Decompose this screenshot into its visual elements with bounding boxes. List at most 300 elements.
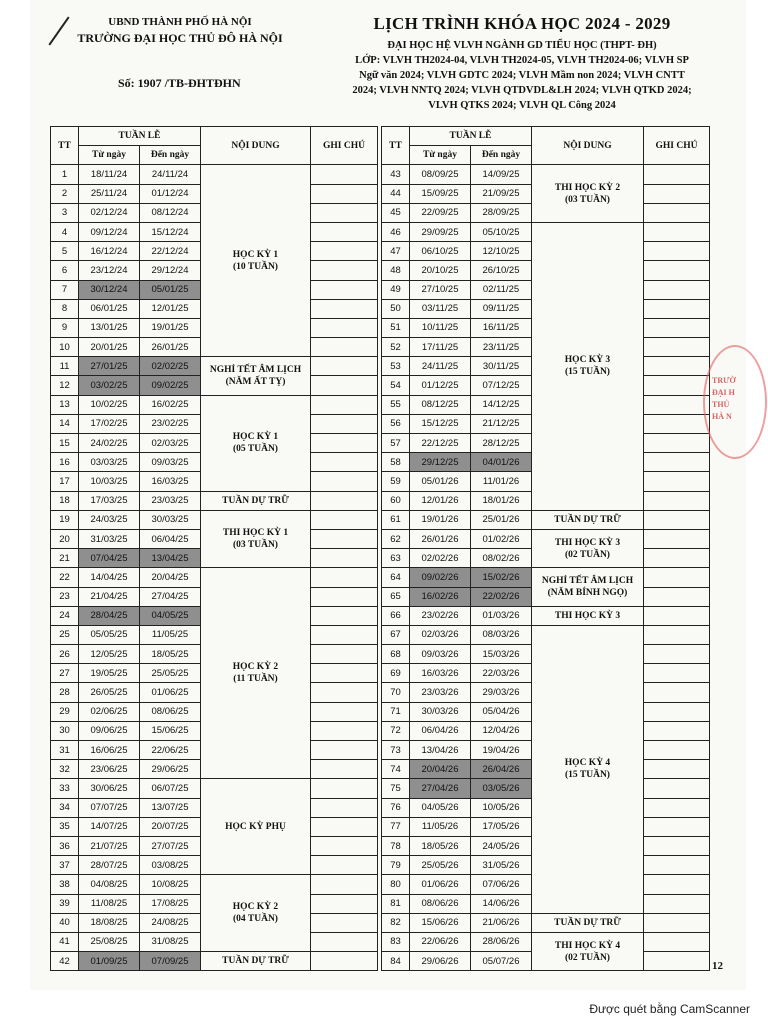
header-note: GHI CHÚ: [644, 127, 710, 165]
note-cell: [311, 779, 378, 798]
content-text-line: HỌC KỲ 1: [232, 249, 279, 260]
content-text-line: HỌC KỲ PHỤ: [225, 821, 286, 832]
note-cell: [311, 568, 378, 587]
week-number-cell: 16: [51, 453, 79, 472]
content-text-line: (10 TUẦN): [233, 261, 278, 272]
from-date-cell: 29/06/26: [410, 952, 471, 971]
week-number-cell: 63: [382, 549, 410, 568]
to-date-cell: 15/03/26: [471, 645, 532, 664]
week-number-cell: 54: [382, 376, 410, 395]
to-date-cell: 29/06/25: [140, 760, 201, 779]
content-cell: [532, 625, 644, 913]
stamp-lettering: [712, 375, 736, 423]
to-date-cell: 02/11/25: [471, 280, 532, 299]
content-cell: [201, 491, 311, 510]
to-date-cell: 03/05/26: [471, 779, 532, 798]
from-date-cell: 25/05/26: [410, 856, 471, 875]
from-date-cell: 15/12/25: [410, 414, 471, 433]
to-date-cell: 16/02/25: [140, 395, 201, 414]
note-cell: [644, 434, 710, 453]
to-date-cell: 28/09/25: [471, 203, 532, 222]
content-text-line: (03 TUẦN): [565, 194, 610, 205]
to-date-cell: 02/03/25: [140, 434, 201, 453]
content-text-line: THI HỌC KỲ 4: [554, 940, 621, 951]
week-number-cell: 22: [51, 568, 79, 587]
content-text-line: THI HỌC KỲ 2: [554, 182, 621, 193]
table-row: [51, 510, 378, 529]
content-text-line: (02 TUẦN): [565, 952, 610, 963]
to-date-cell: 24/05/26: [471, 836, 532, 855]
to-date-cell: 16/03/25: [140, 472, 201, 491]
note-cell: [644, 414, 710, 433]
note-cell: [644, 395, 710, 414]
to-date-cell: 22/02/26: [471, 587, 532, 606]
note-cell: [311, 587, 378, 606]
week-number-cell: 62: [382, 529, 410, 548]
from-date-cell: 26/01/26: [410, 529, 471, 548]
content-text-line: (02 TUẦN): [565, 549, 610, 560]
from-date-cell: 15/09/25: [410, 184, 471, 203]
week-number-cell: 27: [51, 664, 79, 683]
from-date-cell: 02/06/25: [79, 702, 140, 721]
week-number-cell: 25: [51, 625, 79, 644]
note-cell: [311, 606, 378, 625]
note-cell: [644, 606, 710, 625]
week-number-cell: 13: [51, 395, 79, 414]
from-date-cell: 06/04/26: [410, 721, 471, 740]
content-cell: [201, 357, 311, 395]
week-number-cell: 65: [382, 587, 410, 606]
from-date-cell: 11/08/25: [79, 894, 140, 913]
note-cell: [644, 510, 710, 529]
table-row: [51, 568, 378, 587]
schedule-body-right: [382, 165, 710, 971]
week-number-cell: 66: [382, 606, 410, 625]
from-date-cell: 27/04/26: [410, 779, 471, 798]
content-text-line: (15 TUẦN): [565, 770, 610, 781]
week-number-cell: 15: [51, 434, 79, 453]
to-date-cell: 19/01/25: [140, 318, 201, 337]
from-date-cell: 08/09/25: [410, 165, 471, 184]
note-cell: [311, 702, 378, 721]
from-date-cell: 03/02/25: [79, 376, 140, 395]
week-number-cell: 28: [51, 683, 79, 702]
from-date-cell: 22/12/25: [410, 434, 471, 453]
to-date-cell: 02/02/25: [140, 357, 201, 376]
week-number-cell: 46: [382, 222, 410, 241]
from-date-cell: 29/12/25: [410, 453, 471, 472]
content-text-line: (NĂM BÍNH NGỌ): [547, 588, 628, 598]
note-cell: [311, 453, 378, 472]
note-cell: [311, 952, 378, 971]
from-date-cell: 10/11/25: [410, 318, 471, 337]
to-date-cell: 14/09/25: [471, 165, 532, 184]
from-date-cell: 16/03/26: [410, 664, 471, 683]
from-date-cell: 16/12/24: [79, 242, 140, 261]
to-date-cell: 12/01/25: [140, 299, 201, 318]
week-number-cell: 51: [382, 318, 410, 337]
note-cell: [311, 760, 378, 779]
week-number-cell: 47: [382, 242, 410, 261]
content-cell: [201, 952, 311, 971]
note-cell: [644, 357, 710, 376]
note-cell: [644, 741, 710, 760]
week-number-cell: 20: [51, 529, 79, 548]
to-date-cell: 10/08/25: [140, 875, 201, 894]
from-date-cell: 09/12/24: [79, 222, 140, 241]
header-content: NỘI DUNG: [201, 127, 311, 165]
to-date-cell: 13/04/25: [140, 549, 201, 568]
to-date-cell: 12/04/26: [471, 721, 532, 740]
to-date-cell: 08/03/26: [471, 625, 532, 644]
stamp-lettering-line: HÀ N: [712, 412, 732, 421]
note-cell: [644, 702, 710, 721]
note-cell: [311, 836, 378, 855]
note-cell: [644, 261, 710, 280]
from-date-cell: 07/04/25: [79, 549, 140, 568]
from-date-cell: 17/03/25: [79, 491, 140, 510]
note-cell: [311, 932, 378, 951]
from-date-cell: 22/09/25: [410, 203, 471, 222]
from-date-cell: 19/01/26: [410, 510, 471, 529]
content-text-line: TUẦN DỰ TRỮ: [222, 956, 289, 967]
to-date-cell: 21/12/25: [471, 414, 532, 433]
to-date-cell: 15/06/25: [140, 721, 201, 740]
note-cell: [311, 318, 378, 337]
header-from: Từ ngày: [79, 146, 140, 165]
week-number-cell: 8: [51, 299, 79, 318]
header-from: Từ ngày: [410, 146, 471, 165]
content-cell: [201, 510, 311, 568]
week-number-cell: 33: [51, 779, 79, 798]
note-cell: [311, 242, 378, 261]
from-date-cell: 27/01/25: [79, 357, 140, 376]
from-date-cell: 22/06/26: [410, 932, 471, 951]
to-date-cell: 22/06/25: [140, 741, 201, 760]
note-cell: [311, 875, 378, 894]
header-week: TUẦN LỄ: [79, 127, 201, 146]
note-cell: [644, 875, 710, 894]
note-cell: [644, 165, 710, 184]
week-number-cell: 76: [382, 798, 410, 817]
week-number-cell: 30: [51, 721, 79, 740]
content-text-line: (05 TUẦN): [233, 444, 278, 455]
note-cell: [311, 395, 378, 414]
from-date-cell: 21/07/25: [79, 836, 140, 855]
content-cell: [201, 395, 311, 491]
note-cell: [311, 721, 378, 740]
from-date-cell: 23/03/26: [410, 683, 471, 702]
table-row: [382, 222, 710, 241]
to-date-cell: 21/09/25: [471, 184, 532, 203]
to-date-cell: 14/12/25: [471, 395, 532, 414]
from-date-cell: 20/01/25: [79, 338, 140, 357]
from-date-cell: 01/12/25: [410, 376, 471, 395]
week-number-cell: 70: [382, 683, 410, 702]
note-cell: [311, 549, 378, 568]
week-number-cell: 34: [51, 798, 79, 817]
to-date-cell: 04/05/25: [140, 606, 201, 625]
note-cell: [311, 261, 378, 280]
table-row: [382, 568, 710, 587]
week-number-cell: 44: [382, 184, 410, 203]
note-cell: [644, 280, 710, 299]
to-date-cell: 05/04/26: [471, 702, 532, 721]
to-date-cell: 10/05/26: [471, 798, 532, 817]
content-text-line: (03 TUẦN): [233, 540, 278, 551]
to-date-cell: 07/06/26: [471, 875, 532, 894]
to-date-cell: 06/04/25: [140, 529, 201, 548]
content-cell: [201, 875, 311, 952]
from-date-cell: 24/03/25: [79, 510, 140, 529]
to-date-cell: 01/03/26: [471, 606, 532, 625]
week-number-cell: 75: [382, 779, 410, 798]
org-line-2: TRƯỜNG ĐẠI HỌC THỦ ĐÔ HÀ NỘI: [77, 31, 283, 45]
header-tt: TT: [51, 127, 79, 165]
class-line-2: Ngữ văn 2024; VLVH GDTC 2024; VLVH Mầm non 2024; VLVH CNTT: [359, 70, 685, 81]
from-date-cell: 07/07/25: [79, 798, 140, 817]
note-cell: [644, 798, 710, 817]
note-cell: [644, 529, 710, 548]
note-cell: [644, 242, 710, 261]
to-date-cell: 01/06/25: [140, 683, 201, 702]
schedule-table-right: [381, 126, 710, 971]
content-text-line: NGHỈ TẾT ÂM LỊCH: [541, 576, 634, 586]
content-text-line: TUẦN DỰ TRỮ: [222, 495, 289, 506]
week-number-cell: 56: [382, 414, 410, 433]
content-cell: [532, 510, 644, 529]
note-cell: [644, 894, 710, 913]
content-cell: [532, 568, 644, 606]
document-title: LỊCH TRÌNH KHÓA HỌC 2024 - 2029: [373, 14, 671, 33]
note-cell: [311, 357, 378, 376]
note-cell: [644, 932, 710, 951]
week-number-cell: 26: [51, 645, 79, 664]
schedule-body-left: [51, 165, 378, 971]
from-date-cell: 18/11/24: [79, 165, 140, 184]
week-number-cell: 42: [51, 952, 79, 971]
org-line-1: UBND THÀNH PHỐ HÀ NỘI: [108, 16, 252, 28]
to-date-cell: 27/04/25: [140, 587, 201, 606]
to-date-cell: 03/08/25: [140, 856, 201, 875]
from-date-cell: 12/01/26: [410, 491, 471, 510]
to-date-cell: 13/07/25: [140, 798, 201, 817]
week-number-cell: 4: [51, 222, 79, 241]
content-text-line: NGHỈ TẾT ÂM LỊCH: [209, 364, 302, 375]
note-cell: [644, 760, 710, 779]
from-date-cell: 06/01/25: [79, 299, 140, 318]
to-date-cell: 12/10/25: [471, 242, 532, 261]
week-number-cell: 21: [51, 549, 79, 568]
from-date-cell: 09/03/26: [410, 645, 471, 664]
issuing-organization: [55, 14, 305, 46]
note-cell: [311, 856, 378, 875]
week-number-cell: 79: [382, 856, 410, 875]
content-text-line: HỌC KỲ 1: [232, 432, 279, 443]
week-number-cell: 68: [382, 645, 410, 664]
table-row: [51, 491, 378, 510]
to-date-cell: 15/12/24: [140, 222, 201, 241]
note-cell: [311, 222, 378, 241]
note-cell: [644, 625, 710, 644]
from-date-cell: 01/06/26: [410, 875, 471, 894]
note-cell: [644, 222, 710, 241]
content-cell: [532, 529, 644, 567]
to-date-cell: 15/02/26: [471, 568, 532, 587]
from-date-cell: 16/02/26: [410, 587, 471, 606]
week-number-cell: 61: [382, 510, 410, 529]
content-text-line: TUẦN DỰ TRỮ: [554, 514, 621, 525]
to-date-cell: 19/04/26: [471, 741, 532, 760]
to-date-cell: 11/01/26: [471, 472, 532, 491]
content-cell: [532, 932, 644, 970]
content-text-line: TUẦN DỰ TRỮ: [554, 917, 621, 928]
header-content: NỘI DUNG: [532, 127, 644, 165]
to-date-cell: 08/06/25: [140, 702, 201, 721]
note-cell: [644, 779, 710, 798]
to-date-cell: 09/03/25: [140, 453, 201, 472]
to-date-cell: 18/01/26: [471, 491, 532, 510]
note-cell: [311, 299, 378, 318]
to-date-cell: 24/08/25: [140, 913, 201, 932]
to-date-cell: 31/05/26: [471, 856, 532, 875]
to-date-cell: 01/12/24: [140, 184, 201, 203]
note-cell: [644, 549, 710, 568]
week-number-cell: 37: [51, 856, 79, 875]
from-date-cell: 04/08/25: [79, 875, 140, 894]
week-number-cell: 43: [382, 165, 410, 184]
note-cell: [644, 913, 710, 932]
note-cell: [644, 664, 710, 683]
note-cell: [311, 894, 378, 913]
to-date-cell: 21/06/26: [471, 913, 532, 932]
to-date-cell: 05/01/25: [140, 280, 201, 299]
table-row: [51, 165, 378, 184]
from-date-cell: 31/03/25: [79, 529, 140, 548]
from-date-cell: 13/04/26: [410, 741, 471, 760]
week-number-cell: 84: [382, 952, 410, 971]
table-row: [382, 932, 710, 951]
week-number-cell: 48: [382, 261, 410, 280]
note-cell: [644, 817, 710, 836]
program-line: ĐẠI HỌC HỆ VLVH NGÀNH GD TIỂU HỌC (THPT- ĐH): [387, 40, 657, 51]
table-row: [51, 875, 378, 894]
from-date-cell: 17/02/25: [79, 414, 140, 433]
to-date-cell: 26/10/25: [471, 261, 532, 280]
note-cell: [644, 318, 710, 337]
note-cell: [311, 491, 378, 510]
from-date-cell: 09/06/25: [79, 721, 140, 740]
note-cell: [644, 683, 710, 702]
content-text-line: (04 TUẦN): [233, 914, 278, 925]
table-row: [51, 952, 378, 971]
from-date-cell: 24/02/25: [79, 434, 140, 453]
week-number-cell: 35: [51, 817, 79, 836]
from-date-cell: 06/10/25: [410, 242, 471, 261]
table-row: [382, 606, 710, 625]
week-number-cell: 49: [382, 280, 410, 299]
note-cell: [311, 817, 378, 836]
week-number-cell: 24: [51, 606, 79, 625]
from-date-cell: 23/12/24: [79, 261, 140, 280]
week-number-cell: 38: [51, 875, 79, 894]
from-date-cell: 30/12/24: [79, 280, 140, 299]
week-number-cell: 39: [51, 894, 79, 913]
week-number-cell: 59: [382, 472, 410, 491]
from-date-cell: 03/03/25: [79, 453, 140, 472]
week-number-cell: 80: [382, 875, 410, 894]
week-number-cell: 19: [51, 510, 79, 529]
content-text-line: HỌC KỲ 4: [564, 758, 611, 769]
to-date-cell: 31/08/25: [140, 932, 201, 951]
page-mark: 12: [712, 960, 723, 972]
document-number: Số: 1907 /TB-ĐHTĐHN: [118, 76, 241, 90]
from-date-cell: 08/06/26: [410, 894, 471, 913]
to-date-cell: 14/06/26: [471, 894, 532, 913]
week-number-cell: 45: [382, 203, 410, 222]
from-date-cell: 18/08/25: [79, 913, 140, 932]
note-cell: [644, 721, 710, 740]
content-text-line: (11 TUẦN): [233, 674, 278, 685]
content-text-line: HỌC KỲ 2: [232, 902, 279, 913]
week-number-cell: 60: [382, 491, 410, 510]
from-date-cell: 23/02/26: [410, 606, 471, 625]
to-date-cell: 23/03/25: [140, 491, 201, 510]
note-cell: [644, 453, 710, 472]
from-date-cell: 20/04/26: [410, 760, 471, 779]
content-cell: [201, 779, 311, 875]
week-number-cell: 55: [382, 395, 410, 414]
to-date-cell: 17/08/25: [140, 894, 201, 913]
note-cell: [644, 491, 710, 510]
note-cell: [644, 568, 710, 587]
week-number-cell: 53: [382, 357, 410, 376]
from-date-cell: 05/05/25: [79, 625, 140, 644]
from-date-cell: 13/01/25: [79, 318, 140, 337]
camscanner-watermark: Được quét bằng CamScanner: [589, 1002, 750, 1016]
note-cell: [311, 529, 378, 548]
from-date-cell: 10/03/25: [79, 472, 140, 491]
week-number-cell: 5: [51, 242, 79, 261]
table-row: [382, 510, 710, 529]
note-cell: [644, 203, 710, 222]
from-date-cell: 03/11/25: [410, 299, 471, 318]
note-cell: [644, 856, 710, 875]
week-number-cell: 82: [382, 913, 410, 932]
to-date-cell: 20/04/25: [140, 568, 201, 587]
week-number-cell: 72: [382, 721, 410, 740]
from-date-cell: 20/10/25: [410, 261, 471, 280]
note-cell: [311, 376, 378, 395]
from-date-cell: 10/02/25: [79, 395, 140, 414]
from-date-cell: 28/04/25: [79, 606, 140, 625]
week-number-cell: 58: [382, 453, 410, 472]
content-text-line: (15 TUẦN): [565, 367, 610, 378]
from-date-cell: 23/06/25: [79, 760, 140, 779]
note-cell: [311, 165, 378, 184]
content-cell: [532, 165, 644, 223]
table-row: [382, 913, 710, 932]
content-text-line: THI HỌC KỲ 3: [554, 610, 621, 621]
content-text-line: HỌC KỲ 3: [564, 355, 611, 366]
content-cell: [532, 606, 644, 625]
to-date-cell: 22/12/24: [140, 242, 201, 261]
to-date-cell: 22/03/26: [471, 664, 532, 683]
to-date-cell: 29/12/24: [140, 261, 201, 280]
to-date-cell: 17/05/26: [471, 817, 532, 836]
to-date-cell: 28/06/26: [471, 932, 532, 951]
note-cell: [311, 625, 378, 644]
